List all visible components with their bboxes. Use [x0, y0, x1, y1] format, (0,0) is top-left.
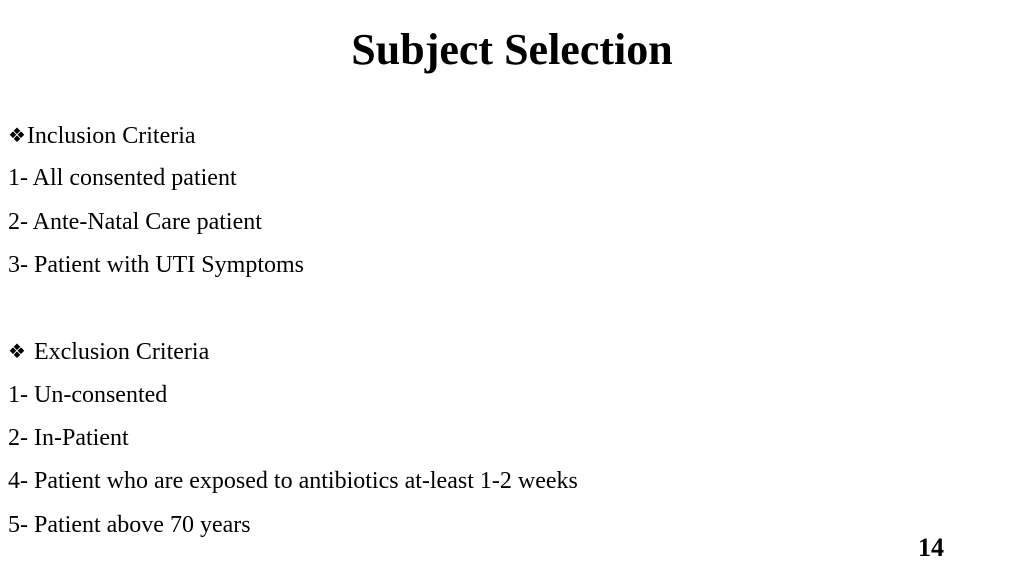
inclusion-item: 1- All consented patient: [8, 165, 237, 192]
slide-content: [8, 114, 998, 547]
exclusion-heading: Exclusion Criteria: [33, 339, 210, 366]
slide-title: Subject Selection: [351, 25, 673, 74]
inclusion-item: 2- Ante-Natal Care patient: [8, 208, 262, 235]
exclusion-item: 1- Un-consented: [8, 381, 168, 408]
exclusion-item: 5- Patient above 70 years: [8, 511, 251, 538]
exclusion-item: 4- Patient who are exposed to antibiotics at-least 1-2 weeks: [8, 468, 578, 495]
exclusion-heading-row: [8, 330, 998, 373]
inclusion-item: 3- Patient with UTI Symptoms: [8, 251, 304, 278]
exclusion-item: 2- In-Patient: [8, 425, 129, 452]
page-number: 14: [918, 533, 944, 562]
four-diamond-bullet-icon: ❖: [8, 123, 26, 147]
section-spacer: [8, 287, 998, 330]
inclusion-heading: Inclusion Criteria: [26, 123, 196, 149]
inclusion-heading-row: [8, 114, 998, 157]
four-diamond-bullet-icon: ❖: [8, 339, 26, 364]
